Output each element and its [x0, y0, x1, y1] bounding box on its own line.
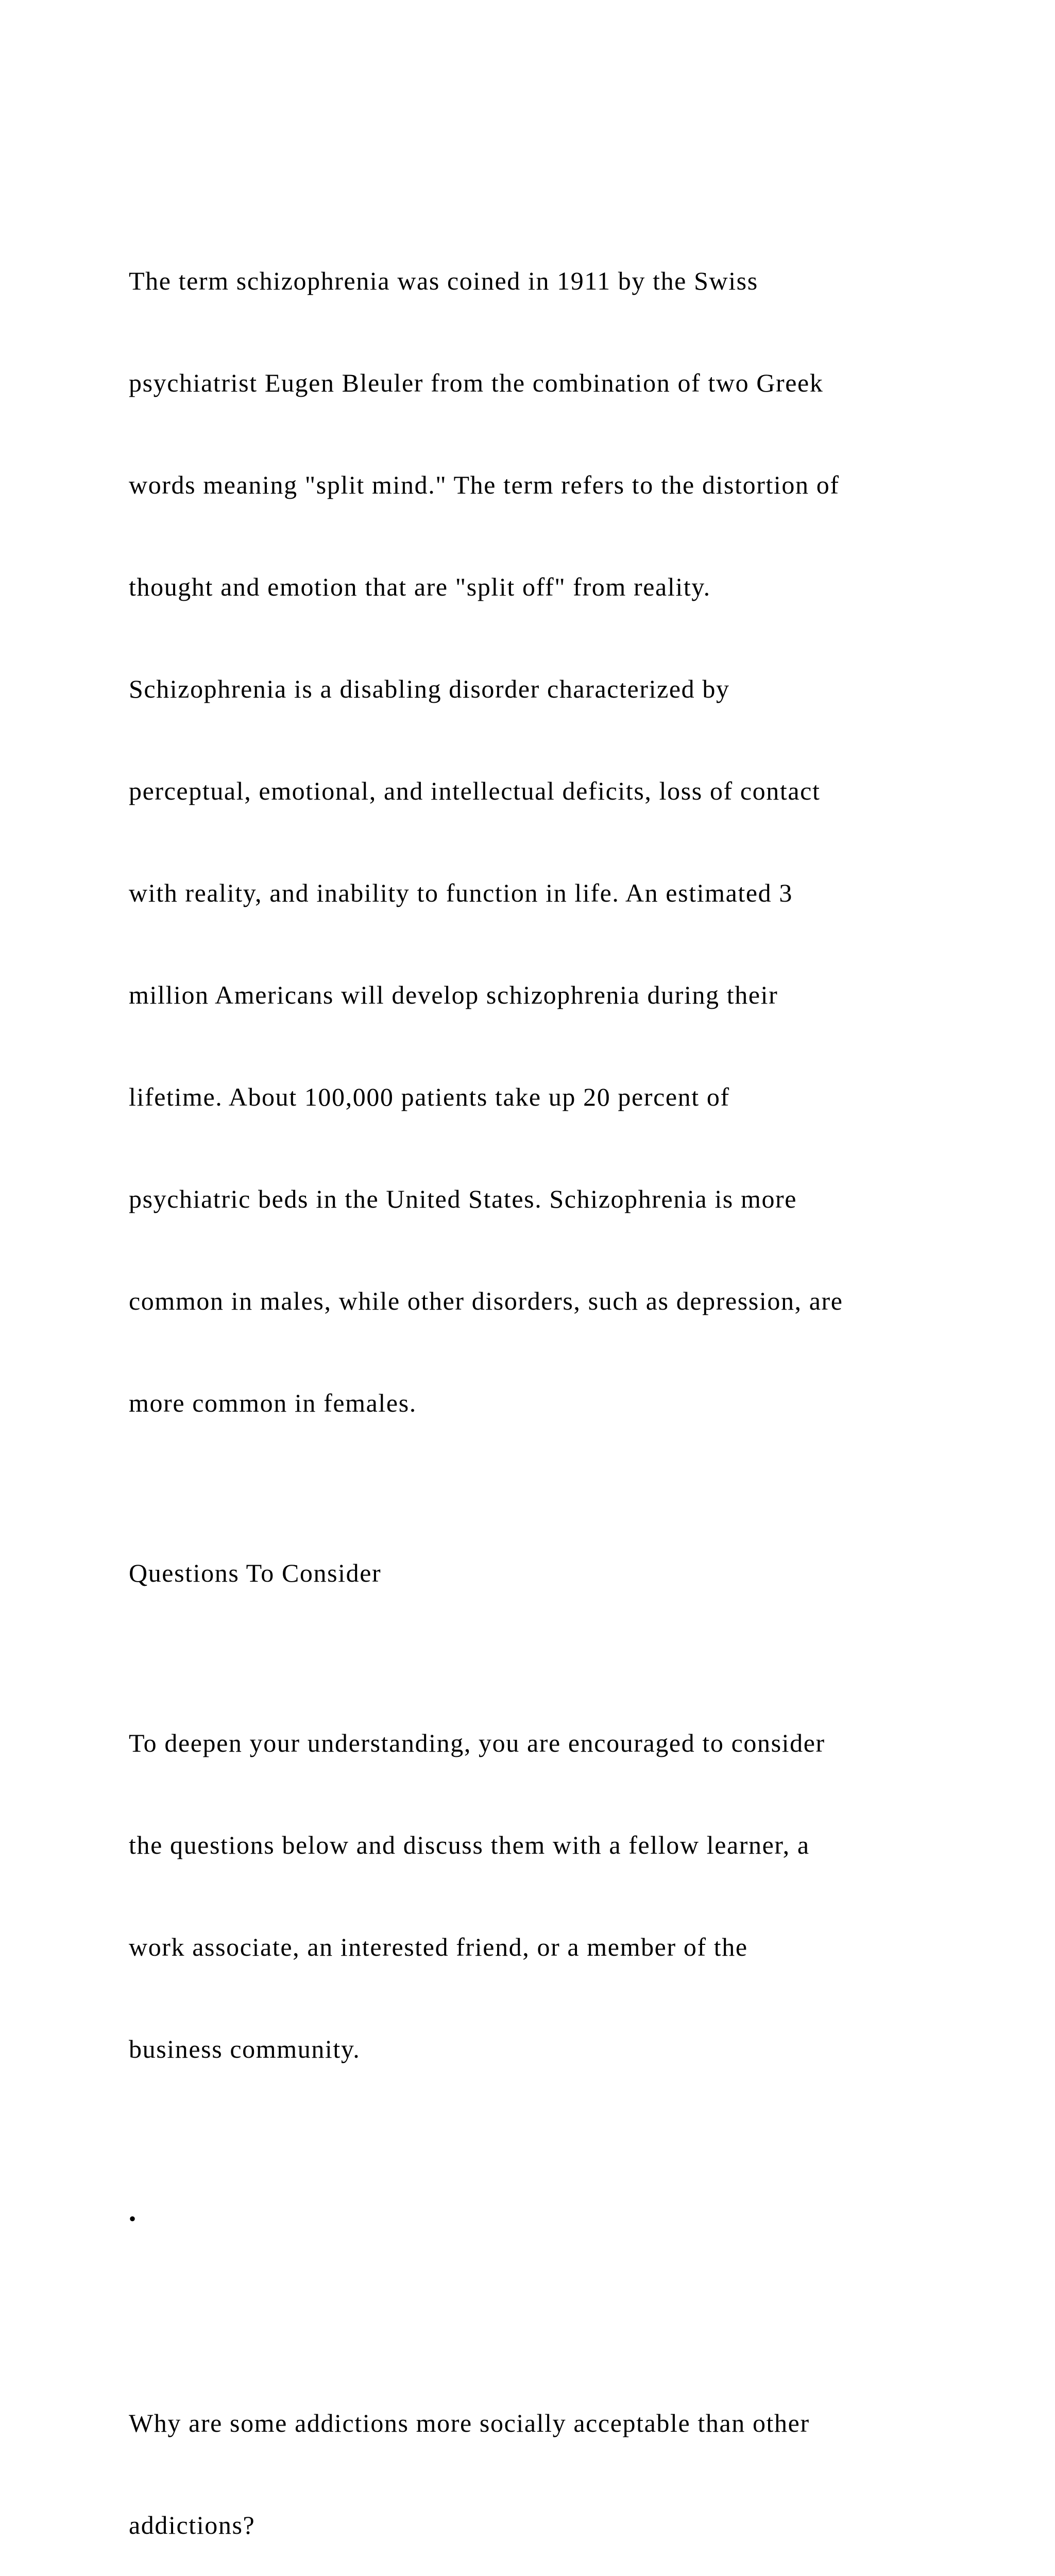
intro-line: lifetime. About 100,000 patients take up 20 percent of: [129, 1082, 730, 1111]
intro-line: psychiatrist Eugen Bleuler from the combination of two Greek: [129, 368, 824, 397]
question-1-line: addictions?: [129, 2511, 256, 2539]
intro-line: with reality, and inability to function in life. An estimated 3: [129, 878, 793, 907]
bullet-icon: •: [129, 2207, 137, 2230]
intro-line: The term schizophrenia was coined in 1911 by the Swiss: [129, 266, 758, 295]
intro-line: more common in females.: [129, 1388, 417, 1417]
questions-heading: Questions To Consider: [129, 1558, 382, 1587]
intro-line: thought and emotion that are "split off" from reality.: [129, 572, 711, 601]
intro-line: perceptual, emotional, and intellectual deficits, loss of contact: [129, 776, 821, 805]
blank-line: [129, 2304, 1005, 2338]
intro-line: common in males, while other disorders, such as depression, are: [129, 1286, 843, 1315]
intro-line: million Americans will develop schizophrenia during their: [129, 980, 778, 1009]
questions-intro-line: the questions below and discuss them with a fellow learner, a: [129, 1831, 810, 1859]
questions-intro-line: work associate, an interested friend, or a member of the: [129, 1933, 748, 1961]
intro-line: words meaning "split mind." The term refers to the distortion of: [129, 470, 840, 499]
questions-intro-line: To deepen your understanding, you are encouraged to consider: [129, 1728, 825, 1757]
intro-line: Schizophrenia is a disabling disorder characterized by: [129, 674, 730, 703]
question-1-line: Why are some addictions more socially acceptable than other: [129, 2409, 810, 2437]
intro-line: psychiatric beds in the United States. Schizophrenia is more: [129, 1184, 797, 1213]
document-body: [129, 128, 1005, 2576]
questions-intro-line: business community.: [129, 2035, 361, 2063]
